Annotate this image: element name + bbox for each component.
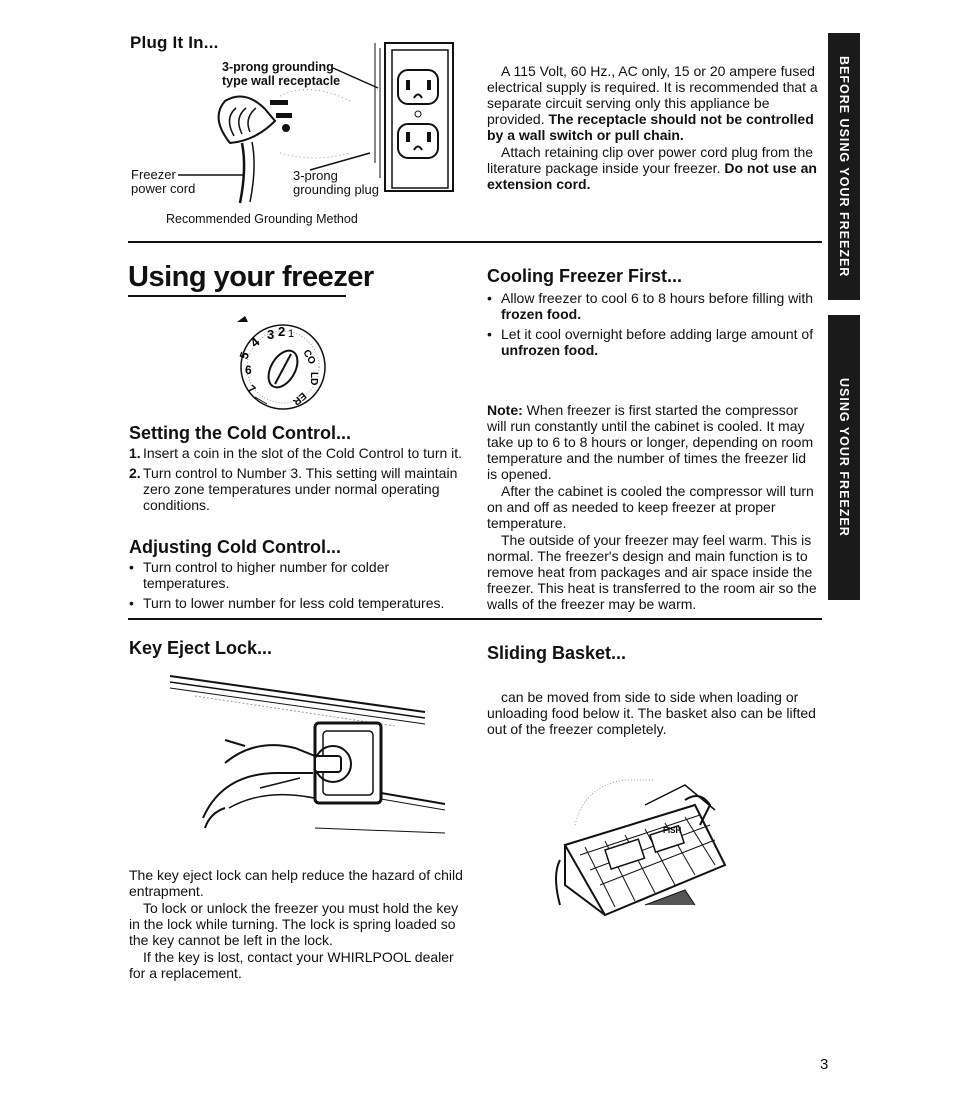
svg-text:LD: LD: [308, 372, 319, 386]
sliding-basket-text: [487, 689, 827, 738]
receptacle-warning: The receptacle should not be controlled by a wall switch or pull chain.: [487, 111, 814, 143]
section-divider-1: [128, 241, 822, 243]
svg-text:2: 2: [278, 324, 286, 339]
electrical-text: A 115 Volt, 60 Hz., AC only, 15 or 20 ampere fused electrical supply is required. It is recommended that a separate circuit serving only this appliance be provided.: [487, 63, 818, 127]
side-tab-using: [828, 315, 860, 600]
setting-step-2: [129, 465, 465, 513]
note-para-2: After the cabinet is cooled the compressor will turn on and off as needed to keep freezer at proper temperature.: [487, 483, 814, 531]
setting-step-2-text: Turn control to Number 3. This setting will maintain zero zone temperatures under normal operating conditions.: [143, 465, 458, 513]
setting-step-1-text: Insert a coin in the slot of the Cold Control to turn it.: [143, 445, 463, 461]
cooling-first-list: [487, 290, 819, 362]
adjusting-control-heading: Adjusting Cold Control...: [129, 537, 341, 557]
key-eject-heading: Key Eject Lock...: [129, 638, 273, 658]
key-eject-illustration: [165, 668, 455, 840]
setting-control-heading: Setting the Cold Control...: [129, 423, 351, 443]
key-eject-para-3: If the key is lost, contact your WHIRLPOOL dealer for a replacement.: [129, 949, 454, 981]
adjusting-item-2: • Turn to lower number for less cold temperatures.: [129, 595, 465, 611]
svg-text:4: 4: [247, 334, 263, 351]
cooling-first-heading: Cooling Freezer First...: [487, 266, 683, 286]
adjusting-item-1: • Turn control to higher number for colder temperatures.: [129, 559, 465, 591]
svg-text:CO: CO: [300, 348, 318, 367]
sliding-basket-para-1: can be moved from side to side when loading or unloading food below it. The basket also can be lifted out of the freezer completely.: [487, 689, 816, 737]
setting-step-1-number: 1.: [129, 445, 141, 461]
retaining-clip-text: Attach retaining clip over power cord plug from the literature package inside your freezer.: [487, 144, 814, 176]
cooling-item-1: [487, 290, 819, 322]
note-block: [487, 402, 819, 613]
key-eject-para-1: The key eject lock can help reduce the hazard of child entrapment.: [129, 867, 463, 899]
svg-text:7: 7: [245, 383, 258, 397]
freezer-cord-label: Freezer power cord: [131, 167, 196, 196]
sliding-basket-heading: Sliding Basket...: [487, 643, 627, 663]
cold-control-dial-illustration: [225, 312, 340, 412]
cooling-item-2-text: Let it cool overnight before adding large amount of: [501, 326, 814, 342]
svg-text:6: 6: [245, 363, 252, 377]
svg-text:3: 3: [267, 327, 275, 342]
main-title-underline: [128, 295, 346, 297]
page-number: 3: [820, 1056, 829, 1073]
cooling-item-1-bold: frozen food.: [501, 306, 582, 322]
side-tab-using-label: USING YOUR FREEZER: [837, 378, 851, 537]
basket-fish-label: FISH: [663, 826, 682, 835]
setting-step-2-number: 2.: [129, 465, 141, 481]
extension-cord-warning: Do not use an extension cord.: [487, 160, 817, 192]
setting-step-1: [129, 445, 465, 461]
section-divider-2: [128, 618, 822, 620]
grounding-caption: Recommended Grounding Method: [166, 212, 358, 226]
setting-control-steps: [129, 445, 465, 517]
plug-it-in-heading: Plug It In...: [130, 33, 219, 52]
cooling-item-1-text: Allow freezer to cool 6 to 8 hours before filling with: [501, 290, 814, 306]
receptacle-label: 3-prong grounding type wall receptacle: [222, 60, 341, 88]
sliding-basket-illustration: [545, 765, 745, 925]
main-title: Using your freezer: [128, 261, 374, 293]
cooling-item-2-bold: unfrozen food.: [501, 342, 599, 358]
cooling-item-2: [487, 326, 819, 358]
svg-text:1: 1: [288, 328, 295, 340]
plug-label: 3-prong grounding plug: [293, 168, 380, 197]
note-para-1: When freezer is first started the compressor will run constantly until the cabinet is cooled. It may take up to 6 to 8 hours or longer, depending on room temperature and the number of times the freezer lid is opened.: [487, 402, 814, 482]
adjusting-control-list: [129, 559, 465, 615]
key-eject-text: [129, 867, 465, 982]
svg-text:ER: ER: [290, 389, 309, 408]
side-tab-before-using-label: BEFORE USING YOUR FREEZER: [837, 55, 851, 278]
side-tab-before-using: [828, 33, 860, 300]
svg-text:5: 5: [236, 349, 253, 362]
note-para-3: The outside of your freezer may feel warm. This is normal. The freezer's design and main function is to remove heat from packages and air space inside the freezer. This heat is transferred to the room air so the walls of the freezer may be warm.: [487, 532, 817, 612]
note-label: Note:: [487, 402, 523, 418]
electrical-requirements: [487, 63, 819, 193]
key-eject-para-2: To lock or unlock the freezer you must hold the key in the lock while turning. The lock is spring loaded so the key cannot be left in the lock.: [129, 900, 459, 948]
